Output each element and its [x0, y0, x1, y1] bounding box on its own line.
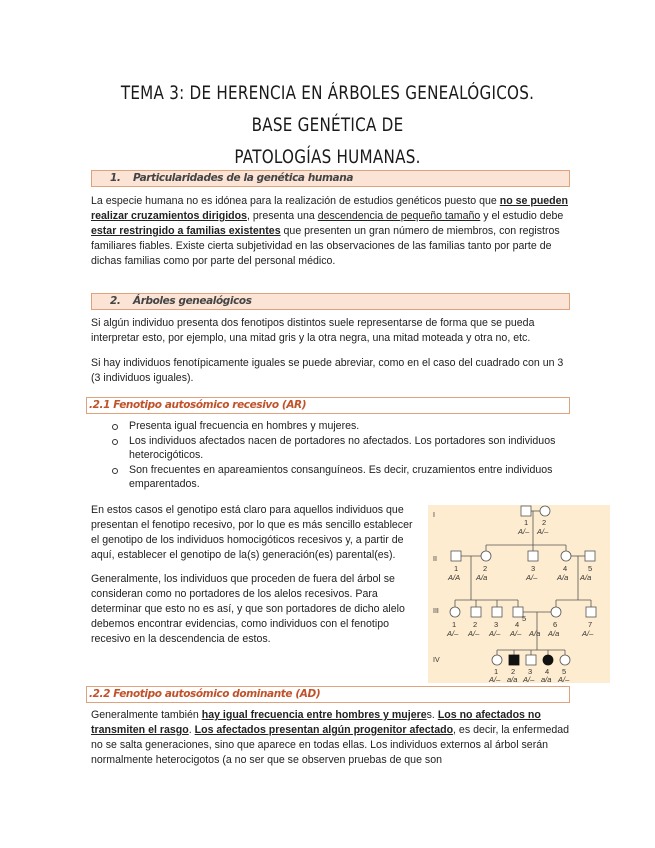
male-unaffected-symbol	[585, 551, 595, 561]
genotype-label: a/a	[541, 675, 552, 683]
genotype-label: A/–	[523, 675, 535, 683]
section-2-heading	[91, 293, 570, 310]
individual-number: 1	[524, 518, 529, 527]
section-2-number: 2.	[110, 295, 121, 307]
pedigree-svg	[428, 505, 610, 683]
genotype-label: A/–	[489, 629, 501, 638]
male-unaffected-symbol	[492, 607, 502, 617]
individual-number: 4	[515, 620, 520, 629]
section-1-title: Particularidades de la genética humana	[133, 172, 353, 184]
section-2-paragraph-1: Si algún individuo presenta dos fenotipos distintos suele representarse de forma que se pueda interpretar esto, por ejemplo, una mitad gris y la otra negra, una mitad moteada y otra no, etc.	[91, 317, 535, 344]
genotype-label: A/–	[510, 629, 522, 638]
female-unaffected-symbol	[561, 551, 571, 561]
list-item: Los individuos afectados nacen de portadores no afectados. Los portadores son individuos heterocigóticos.	[110, 434, 570, 463]
text-run: La especie humana no es idónea para la realización de estudios genéticos puesto que	[91, 195, 500, 207]
male-unaffected-symbol	[451, 551, 461, 561]
male-unaffected-symbol	[521, 506, 531, 516]
individual-number: 5	[522, 614, 527, 623]
genotype-label: A/–	[468, 629, 480, 638]
individual-number: 1	[452, 620, 457, 629]
individual-number: 1	[454, 564, 459, 573]
emphasis-run: no se pueden realizar cruzamientos dirigidos	[91, 195, 569, 222]
individual-number: 4	[563, 564, 568, 573]
individual-number: 5	[588, 564, 593, 573]
male-unaffected-symbol	[471, 607, 481, 617]
male-unaffected-symbol	[526, 655, 536, 665]
text-run: Generalmente también	[91, 709, 202, 721]
text-run: , presenta una	[247, 210, 318, 222]
genotype-label: A/–	[489, 675, 501, 683]
emphasis-run: Los no afectados no transmiten el rasgo	[91, 709, 541, 736]
individual-number: 4	[545, 667, 550, 676]
individual-number: 2	[473, 620, 478, 629]
subsection-2-1-title: .2.1 Fenotipo autosómico recesivo (AR)	[89, 399, 307, 411]
subsection-2-1-paragraph-1: En estos casos el genotipo está claro para aquellos individuos que presentan el fenotipo recesivo, por lo que es más sencillo establecer el genotipo de los individuos homocigóticos recesivos y, a partir de aquí, establecer el genotipo de la(s) generación(es) parental(es).	[91, 504, 413, 561]
underlined-run: descendencia de pequeño tamaño	[317, 210, 481, 222]
section-1-number: 1.	[110, 172, 121, 184]
section-1-paragraph	[91, 194, 570, 269]
text-run: que presenten un gran número de miembros, con registros familiares fiables. Existe cierta subjetividad en las observaciones de las familias tanto por parte de dichas familias como por parte del personal médico.	[91, 225, 560, 267]
title-line-1: TEMA 3: DE HERENCIA EN ÁRBOLES GENEALÓGICOS. BASE GENÉTICA DE	[120, 83, 535, 136]
female-unaffected-symbol	[481, 551, 491, 561]
individual-number: 3	[494, 620, 499, 629]
list-item: Son frecuentes en apareamientos consanguíneos. Es decir, cruzamientos entre individuos emparentados.	[110, 463, 570, 492]
section-2-paragraph-2: Si hay individuos fenotípicamente iguales se puede abreviar, como en el caso del cuadrado con un 3 (3 individuos iguales).	[91, 357, 564, 384]
pedigree-chart	[428, 505, 610, 683]
genotype-label: A/–	[518, 527, 530, 536]
list-item: Presenta igual frecuencia en hombres y mujeres.	[110, 419, 570, 434]
section-2-title: Árboles genealógicos	[133, 295, 252, 307]
emphasis-run: hay igual frecuencia entre hombres y mujere	[201, 709, 427, 721]
recessive-traits-list	[110, 419, 570, 492]
genotype-label: a/a	[507, 675, 518, 683]
female-unaffected-symbol	[492, 655, 502, 665]
male-unaffected-symbol	[528, 551, 538, 561]
individual-number: 3	[531, 564, 536, 573]
generation-label: I	[433, 512, 435, 519]
generation-label: III	[433, 608, 439, 615]
individual-number: 7	[588, 620, 593, 629]
subsection-2-2-heading	[86, 686, 570, 703]
subsection-2-2-paragraph	[91, 708, 570, 768]
text-run: y el estudio debe	[480, 210, 564, 222]
genotype-label: A/a	[529, 629, 541, 638]
individual-number: 1	[494, 667, 499, 676]
genotype-label: A/–	[558, 675, 570, 683]
individual-number: 3	[528, 667, 533, 676]
female-unaffected-symbol	[560, 655, 570, 665]
female-unaffected-symbol	[551, 607, 561, 617]
genotype-label: A/–	[537, 527, 549, 536]
genotype-label: A/–	[447, 629, 459, 638]
emphasis-run: Los afectados presentan algún progenitor afectado	[194, 724, 454, 736]
individual-number: 5	[562, 667, 567, 676]
page-title	[108, 78, 547, 174]
individual-number: 2	[511, 667, 516, 676]
subsection-2-2-title: .2.2 Fenotipo autosómico dominante (AD)	[89, 688, 321, 700]
male-affected-symbol	[509, 655, 519, 665]
text-run: .	[188, 724, 195, 736]
text-run: s.	[426, 709, 438, 721]
genotype-label: A/–	[526, 573, 538, 582]
section-1-heading	[91, 170, 570, 187]
genotype-label: A/a	[557, 573, 569, 582]
genotype-label: A/a	[548, 629, 560, 638]
generation-label: IV	[433, 657, 440, 664]
generation-label: II	[433, 556, 437, 563]
female-unaffected-symbol	[540, 506, 550, 516]
genotype-label: A/A	[448, 573, 461, 582]
female-unaffected-symbol	[450, 607, 460, 617]
genotype-label: A/–	[582, 629, 594, 638]
emphasis-run: estar restringido a familias existentes	[91, 225, 281, 237]
text-run: , es decir, la enfermedad no se salta generaciones, sino que aparece en todas ellas. Los individuos externos al árbol serán normalmente heterocigotos (a no ser que se observen pruebas de que son	[91, 724, 570, 766]
male-unaffected-symbol	[586, 607, 596, 617]
genotype-label: A/a	[580, 573, 592, 582]
individual-number: 2	[483, 564, 488, 573]
subsection-2-1-paragraph-2: Generalmente, los individuos que proceden de fuera del árbol se consideran como no portadores de los alelos recesivos. Para determinar que esto no es así, y que son portadores de dicho alelo debemos encontrar evidencias, como individuos con el fenotipo recesivo en la descendencia de estos.	[91, 573, 405, 645]
genotype-label: A/a	[476, 573, 488, 582]
female-affected-symbol	[543, 655, 553, 665]
title-line-2: PATOLOGÍAS HUMANAS.	[234, 147, 421, 168]
individual-number: 6	[553, 620, 558, 629]
subsection-2-1-heading	[86, 397, 570, 414]
individual-number: 2	[542, 518, 547, 527]
